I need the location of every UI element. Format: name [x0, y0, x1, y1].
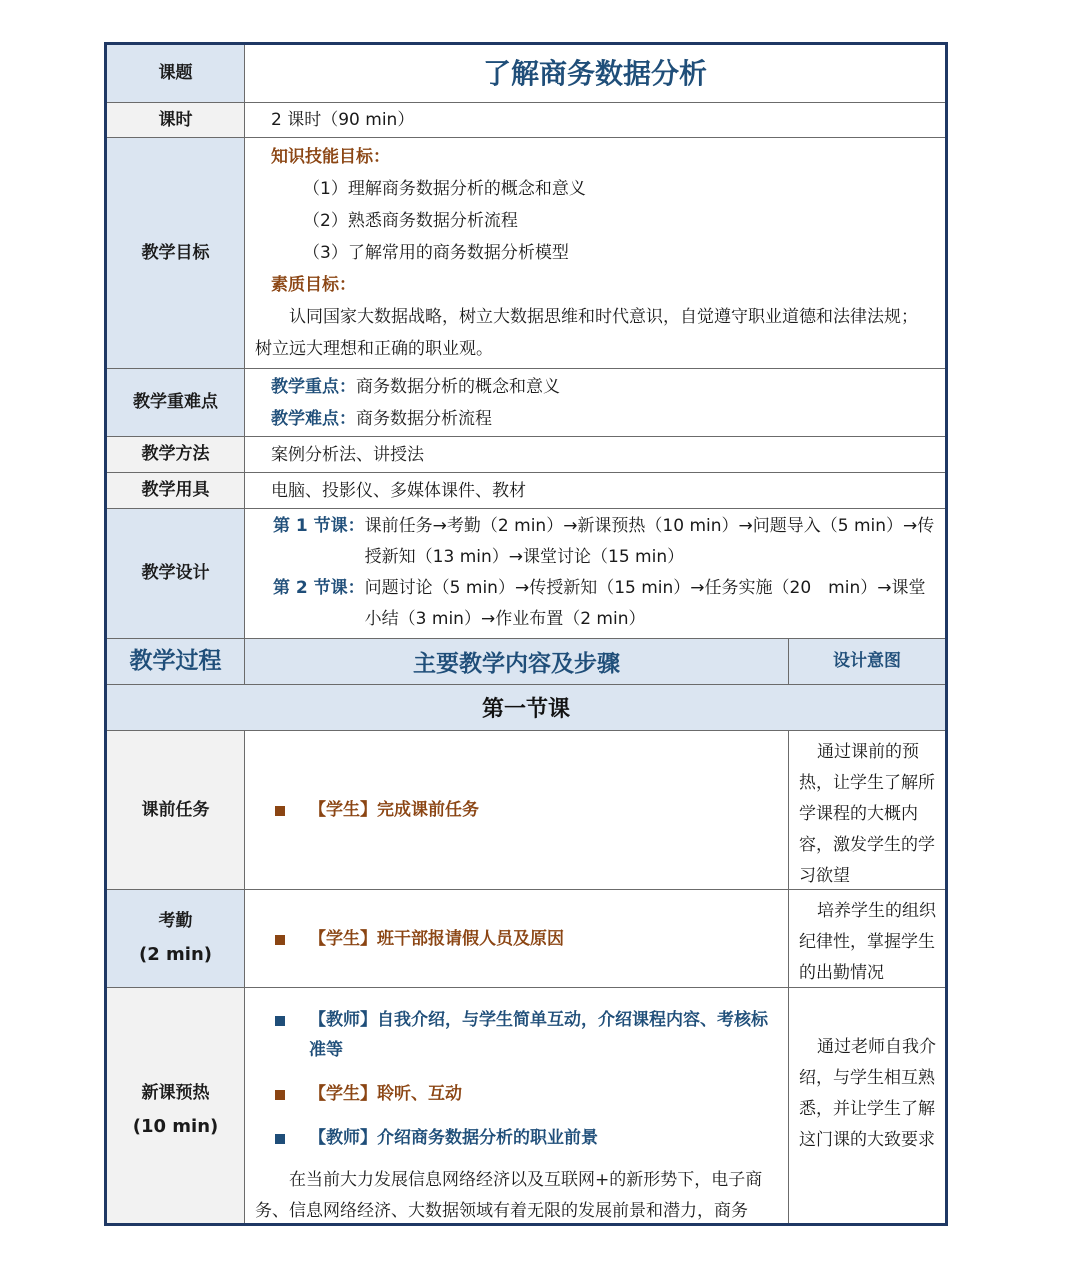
key-text: 商务数据分析的概念和意义	[356, 377, 560, 397]
label-methods: 教学方法	[107, 437, 245, 472]
lesson2-text: 问题讨论（5 min）→传授新知（15 min）→任务实施（20 min）→课堂小结（3 min）→作业布置（2 min）	[364, 578, 926, 629]
row-objectives	[107, 138, 945, 369]
list-item	[245, 795, 479, 825]
lesson-plan-table	[104, 42, 948, 1226]
square-bullet-icon	[275, 1090, 285, 1100]
lesson-title: 了解商务数据分析	[482, 56, 707, 90]
list-item	[245, 1005, 788, 1065]
header-content-steps: 主要教学内容及步骤	[245, 639, 788, 684]
hours-value: 2 课时（90 min）	[271, 110, 415, 130]
label-warmup	[107, 988, 245, 1226]
label-key-points: 教学重难点	[107, 369, 245, 436]
pre-task-content	[245, 731, 788, 889]
lesson2-heading: 第 2 节课：	[273, 578, 365, 598]
lesson2-plan	[273, 573, 935, 635]
attendance-duration: (2 min)	[139, 943, 212, 965]
warmup-item-career: 【教师】介绍商务数据分析的职业前景	[309, 1128, 598, 1148]
square-bullet-icon	[275, 806, 285, 816]
row-design	[107, 509, 945, 639]
knowledge-item: （1）理解商务数据分析的概念和意义	[303, 179, 586, 199]
section-title: 第一节课	[481, 697, 570, 722]
lesson1-text: 课前任务→考勤（2 min）→新课预热（10 min）→问题导入（5 min）→传授新知（13 min）→课堂讨论（15 min）	[364, 516, 935, 567]
warmup-duration: (10 min)	[132, 1115, 219, 1137]
row-pre-task	[107, 731, 945, 890]
row-methods	[107, 437, 945, 473]
key-points-content	[245, 369, 945, 436]
attendance-content	[245, 890, 788, 987]
quality-heading: 素质目标：	[271, 275, 356, 295]
row-process-header	[107, 639, 945, 685]
square-bullet-icon	[275, 1016, 285, 1026]
warmup-item-teacher-intro: 【教师】自我介绍，与学生简单互动，介绍课程内容、考核标准等	[309, 1010, 768, 1060]
header-design-intent: 设计意图	[788, 639, 945, 684]
attendance-intent: 培养学生的组织纪律性，掌握学生的出勤情况	[788, 890, 945, 987]
lesson1-plan	[273, 511, 935, 573]
key-heading: 教学重点：	[271, 377, 356, 397]
quality-text-line1: 认同国家大数据战略，树立大数据思维和时代意识，自觉遵守职业道德和法律法规；	[289, 307, 918, 327]
label-topic: 课题	[107, 45, 245, 102]
methods-value: 案例分析法、讲授法	[271, 444, 424, 465]
difficult-heading: 教学难点：	[271, 409, 356, 429]
label-tools: 教学用具	[107, 473, 245, 508]
difficult-text: 商务数据分析流程	[356, 409, 492, 429]
lesson1-heading: 第 1 节课：	[273, 516, 365, 536]
row-attendance	[107, 890, 945, 988]
label-attendance	[107, 890, 245, 987]
quality-text-line2: 树立远大理想和正确的职业观。	[255, 339, 493, 359]
row-hours	[107, 103, 945, 138]
pre-task-intent: 通过课前的预热，让学生了解所学课程的大概内容，激发学生的学习欲望	[788, 731, 945, 889]
list-item	[245, 924, 564, 954]
label-objectives: 教学目标	[107, 138, 245, 368]
header-process: 教学过程	[107, 639, 245, 684]
label-design: 教学设计	[107, 509, 245, 638]
pre-task-item: 【学生】完成课前任务	[309, 800, 479, 820]
label-hours: 课时	[107, 103, 245, 137]
objectives-content	[245, 138, 945, 368]
label-pre-task: 课前任务	[107, 731, 245, 889]
attendance-label: 考勤	[158, 911, 193, 932]
warmup-content	[245, 988, 788, 1226]
knowledge-item: （3）了解常用的商务数据分析模型	[303, 243, 569, 263]
row-key-points	[107, 369, 945, 437]
square-bullet-icon	[275, 1134, 285, 1144]
knowledge-item: （2）熟悉商务数据分析流程	[303, 211, 518, 231]
tools-value: 电脑、投影仪、多媒体课件、教材	[271, 480, 526, 501]
list-item	[245, 1079, 788, 1109]
knowledge-heading: 知识技能目标：	[271, 147, 390, 167]
row-section-title	[107, 685, 945, 731]
row-tools	[107, 473, 945, 509]
warmup-item-student: 【学生】聆听、互动	[309, 1084, 462, 1104]
row-warmup	[107, 988, 945, 1226]
warmup-intent: 通过老师自我介绍，与学生相互熟悉，并让学生了解这门课的大致要求	[788, 988, 945, 1226]
list-item	[245, 1123, 788, 1153]
attendance-item: 【学生】班干部报请假人员及原因	[309, 928, 564, 949]
warmup-label: 新课预热	[141, 1083, 210, 1104]
warmup-paragraph: 在当前大力发展信息网络经济以及互联网+的新形势下，电子商务、信息网络经济、大数据领域有着无限的发展前景和潜力，商务	[255, 1170, 763, 1221]
design-content	[245, 509, 945, 638]
square-bullet-icon	[275, 935, 285, 945]
row-topic	[107, 45, 945, 103]
